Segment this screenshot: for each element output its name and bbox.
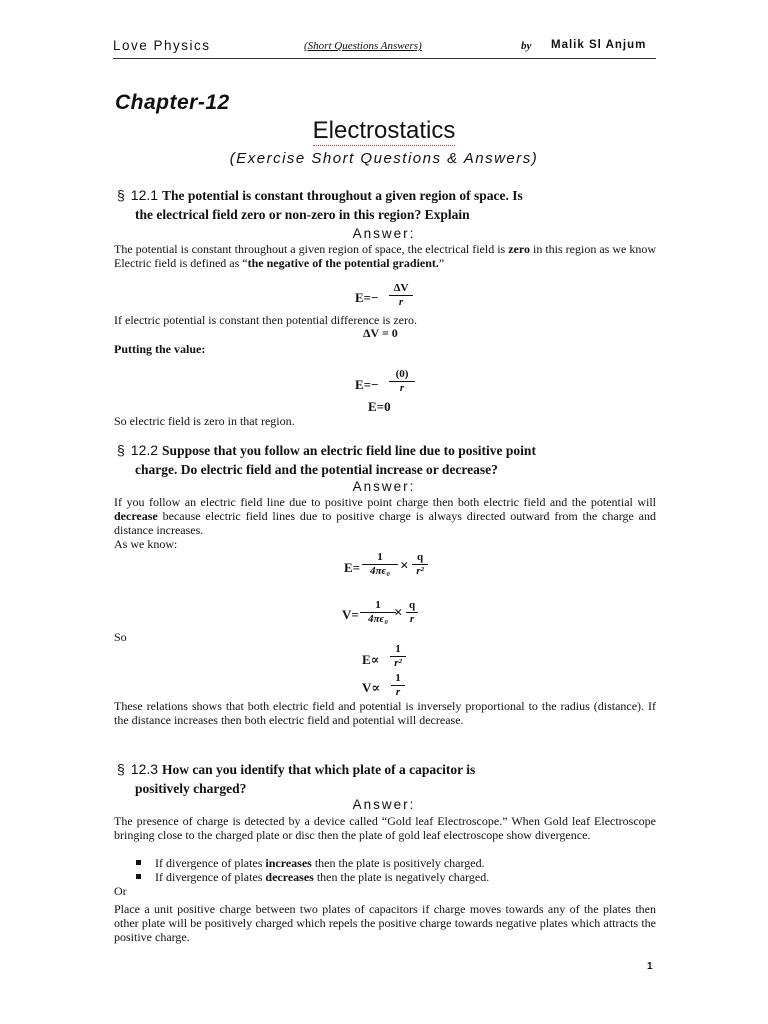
text-run-bold: decreases: [265, 870, 314, 884]
answer-paragraph: The presence of charge is detected by a device called “Gold leaf Electroscope.” When Gold leaf Electroscope bringing close to the charged plate or disc then the plate of gold leaf electroscope show divergence.: [114, 814, 656, 842]
equation: E=0: [368, 399, 391, 414]
header-author: Malik Sl Anjum: [551, 39, 647, 51]
equation-lhs: E=−: [355, 377, 379, 392]
chapter-heading: Chapter-12: [115, 91, 230, 114]
page-title-text: Electrostatics: [312, 117, 456, 144]
fraction-numerator: 1: [362, 551, 398, 565]
page-title: [0, 117, 768, 145]
header-subtitle: (Short Questions Answers): [304, 40, 422, 52]
equation-fraction: [360, 599, 396, 626]
header-by: by: [521, 40, 532, 52]
answer-line: So electric field is zero in that region.: [114, 414, 295, 428]
fraction-denominator: r: [398, 296, 404, 308]
bullet-icon: [136, 860, 141, 865]
question-text-line1: The potential is constant throughout a given region of space. Is: [162, 188, 523, 203]
header-site-name: Love Physics: [113, 38, 211, 53]
equation-fraction: [362, 551, 398, 578]
fraction-denominator: r²: [416, 565, 424, 577]
equation-lhs: V=: [342, 607, 359, 622]
fraction-numerator: 1: [390, 643, 406, 657]
question-text-line1: Suppose that you follow an electric field line due to positive point: [162, 443, 536, 458]
equation-fraction: [389, 282, 413, 309]
proportion-lhs: E∝: [362, 652, 380, 667]
question-number: 12.1: [130, 187, 159, 203]
fraction-denominator: r: [395, 686, 401, 698]
proportion-lhs: V∝: [362, 680, 381, 695]
answer-label: Answer:: [352, 226, 416, 241]
page-subtitle: (Exercise Short Questions & Answers): [229, 150, 539, 167]
text-run: in this region as we know Electric field is defined as “: [114, 242, 656, 270]
fraction-numerator: ΔV: [389, 282, 413, 296]
text-run: The potential is constant throughout a given region of space, the electrical field is: [114, 242, 509, 256]
question-12-1: [117, 186, 657, 224]
equation-fraction: [412, 551, 428, 578]
equation-fraction: [406, 599, 418, 626]
text-run: If divergence of plates: [155, 870, 266, 884]
fraction-numerator: q: [406, 599, 418, 613]
answer-line: So: [114, 630, 127, 644]
text-run: ”: [438, 256, 445, 270]
section-symbol: §: [117, 187, 125, 203]
question-text-line2: the electrical field zero or non-zero in this region? Explain: [135, 207, 470, 222]
question-text-line2: positively charged?: [135, 781, 247, 796]
text-run: then the plate is negatively charged.: [313, 870, 490, 884]
text-run: because electric field lines due to positive charge is always directed outward from the charge and distance increases.: [114, 509, 656, 537]
page-header: [113, 36, 656, 59]
fraction-denominator: 4πϵ₀: [369, 565, 391, 577]
bullet-item: [136, 870, 489, 885]
bullet-icon: [136, 874, 141, 879]
question-12-2: [117, 441, 657, 479]
fraction-numerator: (0): [389, 368, 415, 382]
section-symbol: §: [117, 761, 125, 777]
answer-paragraph: [114, 242, 656, 270]
answer-line: Putting the value:: [114, 342, 206, 356]
section-symbol: §: [117, 442, 125, 458]
text-run-bold: the negative of the potential gradient.: [247, 256, 439, 270]
equation-fraction: [390, 643, 406, 670]
fraction-numerator: 1: [391, 672, 405, 686]
question-12-3: [117, 760, 657, 798]
answer-line: As we know:: [114, 537, 178, 551]
fraction-denominator: r²: [394, 657, 402, 669]
fraction-numerator: q: [412, 551, 428, 565]
equation-lhs: E=−: [355, 290, 379, 305]
equation-fraction: [389, 368, 415, 395]
text-run-bold: decrease: [114, 509, 158, 523]
text-run-bold: zero: [508, 242, 530, 256]
text-run: then the plate is positively charged.: [311, 856, 485, 870]
bullet-item: [136, 856, 485, 871]
question-text-line1: How can you identify that which plate of a capacitor is: [162, 762, 476, 777]
answer-label: Answer:: [352, 797, 416, 812]
question-number: 12.2: [130, 442, 159, 458]
text-run: If divergence of plates: [155, 856, 266, 870]
text-run-bold: increases: [265, 856, 312, 870]
text-run: If you follow an electric field line due to positive point charge then both electric field and the potential will: [114, 495, 656, 509]
times-symbol: ×: [394, 605, 403, 621]
question-text-line2: charge. Do electric field and the potential increase or decrease?: [135, 462, 498, 477]
fraction-numerator: 1: [360, 599, 396, 613]
fraction-denominator: r: [399, 382, 405, 394]
fraction-denominator: 4πϵ₀: [367, 613, 389, 625]
answer-paragraph: These relations shows that both electric field and potential is inversely proportional to the radius (distance). If the distance increases then both electric field and potential will decrease.: [114, 699, 656, 727]
equation: ΔV = 0: [363, 326, 398, 340]
times-symbol: ×: [400, 558, 409, 574]
question-number: 12.3: [130, 761, 159, 777]
answer-line: Or: [114, 884, 127, 898]
equation-fraction: [391, 672, 405, 699]
equation-lhs: E=: [344, 560, 361, 575]
answer-paragraph: [114, 495, 656, 537]
answer-label: Answer:: [352, 479, 416, 494]
answer-line: If electric potential is constant then potential difference is zero.: [114, 313, 417, 327]
fraction-denominator: r: [409, 613, 415, 625]
answer-paragraph: Place a unit positive charge between two plates of capacitors if charge moves towards any of the plates then other plate will be positively charged which repels the positive charge towards negative plates which attracts the positive charge.: [114, 902, 656, 944]
page-number: 1: [647, 961, 653, 972]
